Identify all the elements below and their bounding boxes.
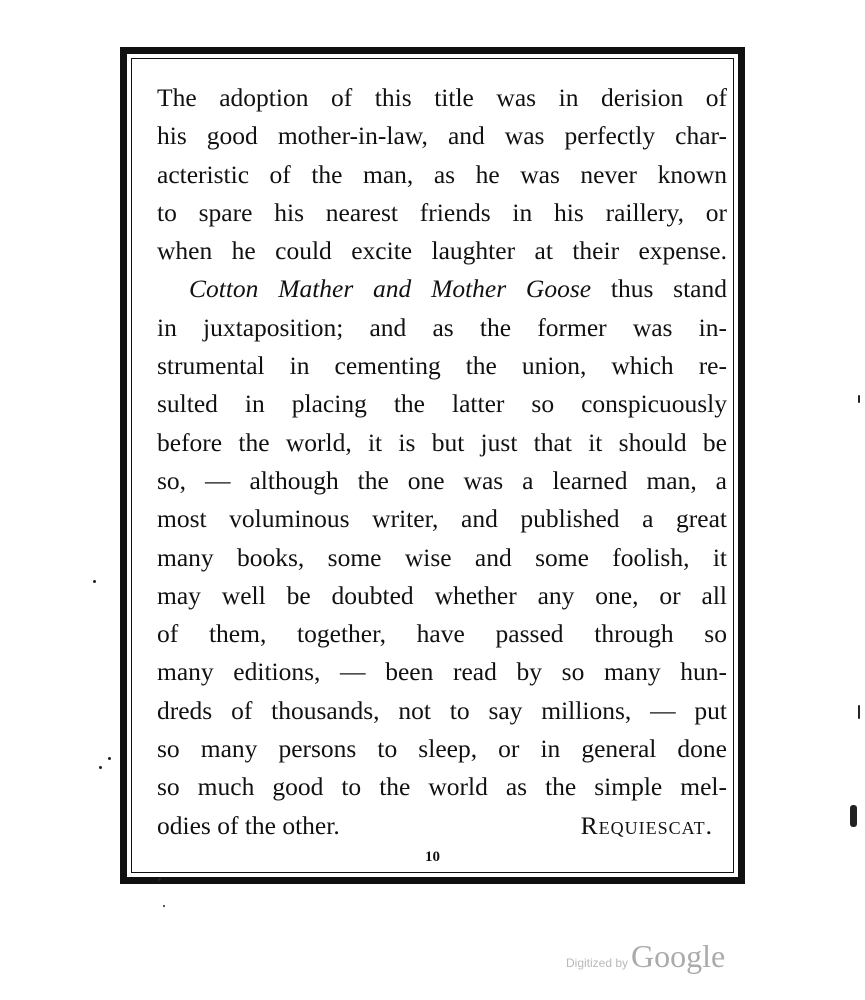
- page-border: [120, 47, 745, 884]
- watermark-label: Digitized by: [566, 956, 629, 970]
- scan-speck: [93, 580, 96, 583]
- text-line: may well be doubted whether any one, or all: [157, 580, 727, 610]
- text-line: sulted in placing the latter so conspicuously: [157, 389, 727, 419]
- closing-text: odies of the other.: [157, 810, 340, 840]
- page-inner-border: [131, 58, 734, 873]
- text-line: so many persons to sleep, or in general done: [157, 734, 727, 764]
- paragraph-opening-line: [157, 270, 727, 308]
- text-line: many books, some wise and some foolish, it: [157, 542, 727, 572]
- signature: Requiescat.: [580, 810, 713, 840]
- text-line: dreds of thousands, not to say millions, — put: [157, 695, 727, 725]
- text-line: his good mother-in-law, and was perfectly char-: [157, 121, 727, 151]
- scan-speck: [858, 705, 860, 719]
- scan-speck: [108, 757, 111, 760]
- text-line: so much good to the world as the simple mel-: [157, 772, 727, 802]
- opening-line-rest: thus stand: [610, 274, 727, 304]
- text-line: to spare his nearest friends in his raillery, or: [157, 197, 727, 227]
- text-line: acteristic of the man, as he was never known: [157, 159, 727, 189]
- text-line: so, — although the one was a learned man, a: [157, 465, 727, 495]
- text-line: many editions, — been read by so many hun-: [157, 657, 727, 687]
- scan-speck: [158, 878, 161, 881]
- italic-names: Cotton Mather and Mother Goose: [189, 274, 592, 304]
- scan-speck: [99, 766, 102, 769]
- scan-speck: [858, 395, 860, 403]
- text-line: of them, together, have passed through so: [157, 619, 727, 649]
- text-line: before the world, it is but just that it should be: [157, 427, 727, 457]
- body-text: [157, 79, 727, 845]
- closing-line: [157, 807, 727, 845]
- text-line: when he could excite laughter at their expense.: [157, 236, 727, 266]
- digitized-by-watermark: [566, 938, 725, 975]
- scan-speck: [850, 805, 857, 827]
- text-line: strumental in cementing the union, which re-: [157, 351, 727, 381]
- text-line: most voluminous writer, and published a great: [157, 504, 727, 534]
- page-number: 10: [425, 849, 440, 865]
- text-line: The adoption of this title was in derision of: [157, 83, 727, 112]
- text-line: in juxtaposition; and as the former was in-: [157, 312, 727, 342]
- scan-speck: [163, 905, 165, 907]
- google-logo: Google: [631, 938, 726, 974]
